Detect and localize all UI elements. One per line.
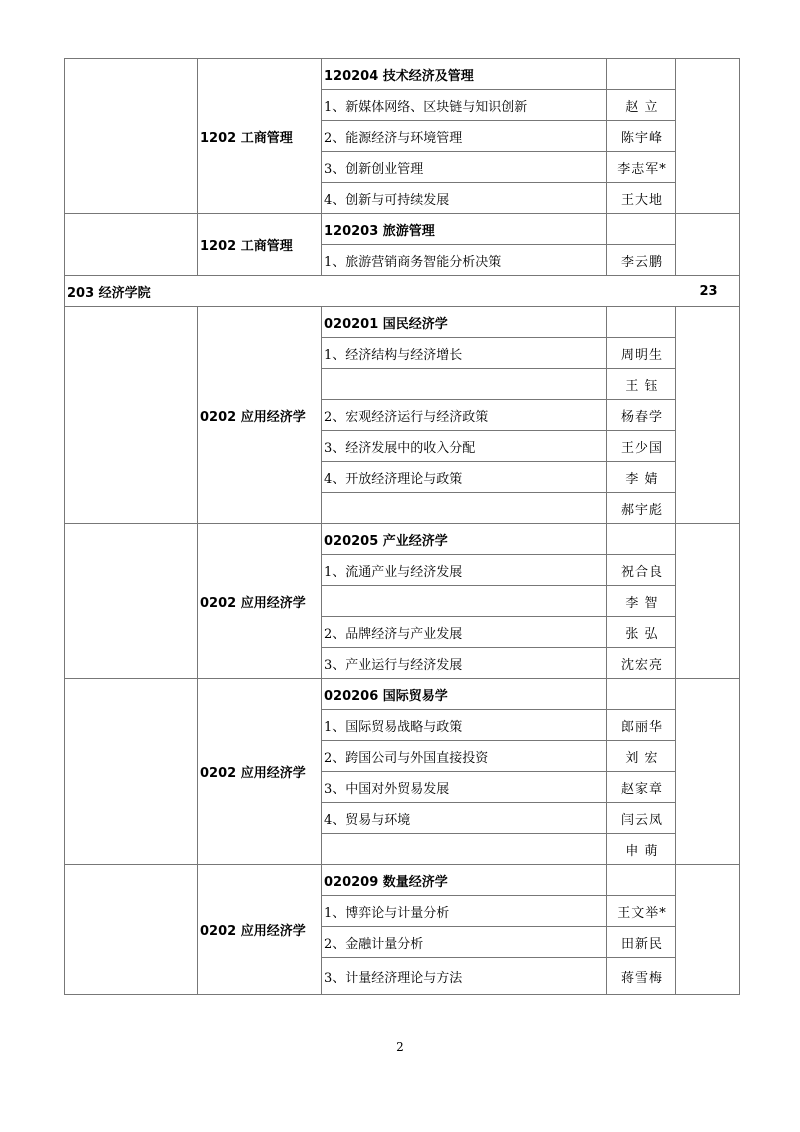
major-cell: 0202 应用经济学 [198, 865, 322, 995]
direction-cell: 1、流通产业与经济发展 [322, 555, 607, 586]
direction-cell: 1、国际贸易战略与政策 [322, 710, 607, 741]
major-cell: 0202 应用经济学 [198, 524, 322, 679]
teacher-cell: 郝宇彪 [607, 493, 676, 524]
direction-cell: 1、经济结构与经济增长 [322, 338, 607, 369]
teacher-cell: 李志军* [607, 152, 676, 183]
teacher-cell: 王少国 [607, 431, 676, 462]
direction-cell: 3、经济发展中的收入分配 [322, 431, 607, 462]
direction-cell: 2、金融计量分析 [322, 927, 607, 958]
direction-cell: 4、开放经济理论与政策 [322, 462, 607, 493]
major-cell: 0202 应用经济学 [198, 679, 322, 865]
sub-major-cell: 120204 技术经济及管理 [322, 59, 607, 90]
teacher-cell: 祝合良 [607, 555, 676, 586]
teacher-cell: 李 婧 [607, 462, 676, 493]
program-table [64, 58, 740, 995]
direction-cell: 1、旅游营销商务智能分析决策 [322, 245, 607, 276]
direction-cell: 2、跨国公司与外国直接投资 [322, 741, 607, 772]
major-cell: 1202 工商管理 [198, 214, 322, 276]
direction-cell: 4、贸易与环境 [322, 803, 607, 834]
direction-cell: 4、创新与可持续发展 [322, 183, 607, 214]
teacher-cell: 赵家章 [607, 772, 676, 803]
teacher-cell: 王 钰 [607, 369, 676, 400]
teacher-cell: 申 萌 [607, 834, 676, 865]
table-row [65, 307, 740, 338]
direction-cell: 3、计量经济理论与方法 [322, 958, 607, 995]
teacher-cell: 李 智 [607, 586, 676, 617]
direction-cell: 1、博弈论与计量分析 [322, 896, 607, 927]
teacher-cell: 刘 宏 [607, 741, 676, 772]
direction-cell [322, 493, 607, 524]
direction-cell: 2、品牌经济与产业发展 [322, 617, 607, 648]
table-row [65, 524, 740, 555]
direction-cell: 3、产业运行与经济发展 [322, 648, 607, 679]
major-cell: 0202 应用经济学 [198, 307, 322, 524]
sub-major-cell: 020206 国际贸易学 [322, 679, 607, 710]
teacher-cell: 蒋雪梅 [607, 958, 676, 995]
teacher-cell: 杨春学 [607, 400, 676, 431]
table-row [65, 679, 740, 710]
college-row [65, 276, 740, 307]
sub-major-cell: 020201 国民经济学 [322, 307, 607, 338]
teacher-cell: 闫云凤 [607, 803, 676, 834]
major-cell: 1202 工商管理 [198, 59, 322, 214]
page-number: 2 [396, 1040, 404, 1054]
direction-cell: 2、能源经济与环境管理 [322, 121, 607, 152]
table-row [65, 865, 740, 896]
teacher-cell: 陈宇峰 [607, 121, 676, 152]
sub-major-cell: 120203 旅游管理 [322, 214, 607, 245]
table-row [65, 214, 740, 245]
teacher-cell: 沈宏亮 [607, 648, 676, 679]
teacher-cell: 李云鹏 [607, 245, 676, 276]
direction-cell: 3、中国对外贸易发展 [322, 772, 607, 803]
direction-cell: 3、创新创业管理 [322, 152, 607, 183]
teacher-cell: 周明生 [607, 338, 676, 369]
teacher-cell: 王文举* [607, 896, 676, 927]
teacher-cell: 郎丽华 [607, 710, 676, 741]
teacher-cell: 赵 立 [607, 90, 676, 121]
direction-cell: 2、宏观经济运行与经济政策 [322, 400, 607, 431]
college-name: 203 经济学院 [65, 276, 676, 307]
sub-major-cell: 020205 产业经济学 [322, 524, 607, 555]
sub-major-cell: 020209 数量经济学 [322, 865, 607, 896]
teacher-cell: 张 弘 [607, 617, 676, 648]
direction-cell [322, 834, 607, 865]
direction-cell [322, 586, 607, 617]
direction-cell [322, 369, 607, 400]
table-row [65, 59, 740, 90]
empty-cell [65, 59, 198, 214]
teacher-cell: 田新民 [607, 927, 676, 958]
direction-cell: 1、新媒体网络、区块链与知识创新 [322, 90, 607, 121]
teacher-cell: 王大地 [607, 183, 676, 214]
college-count: 23 [676, 276, 740, 307]
